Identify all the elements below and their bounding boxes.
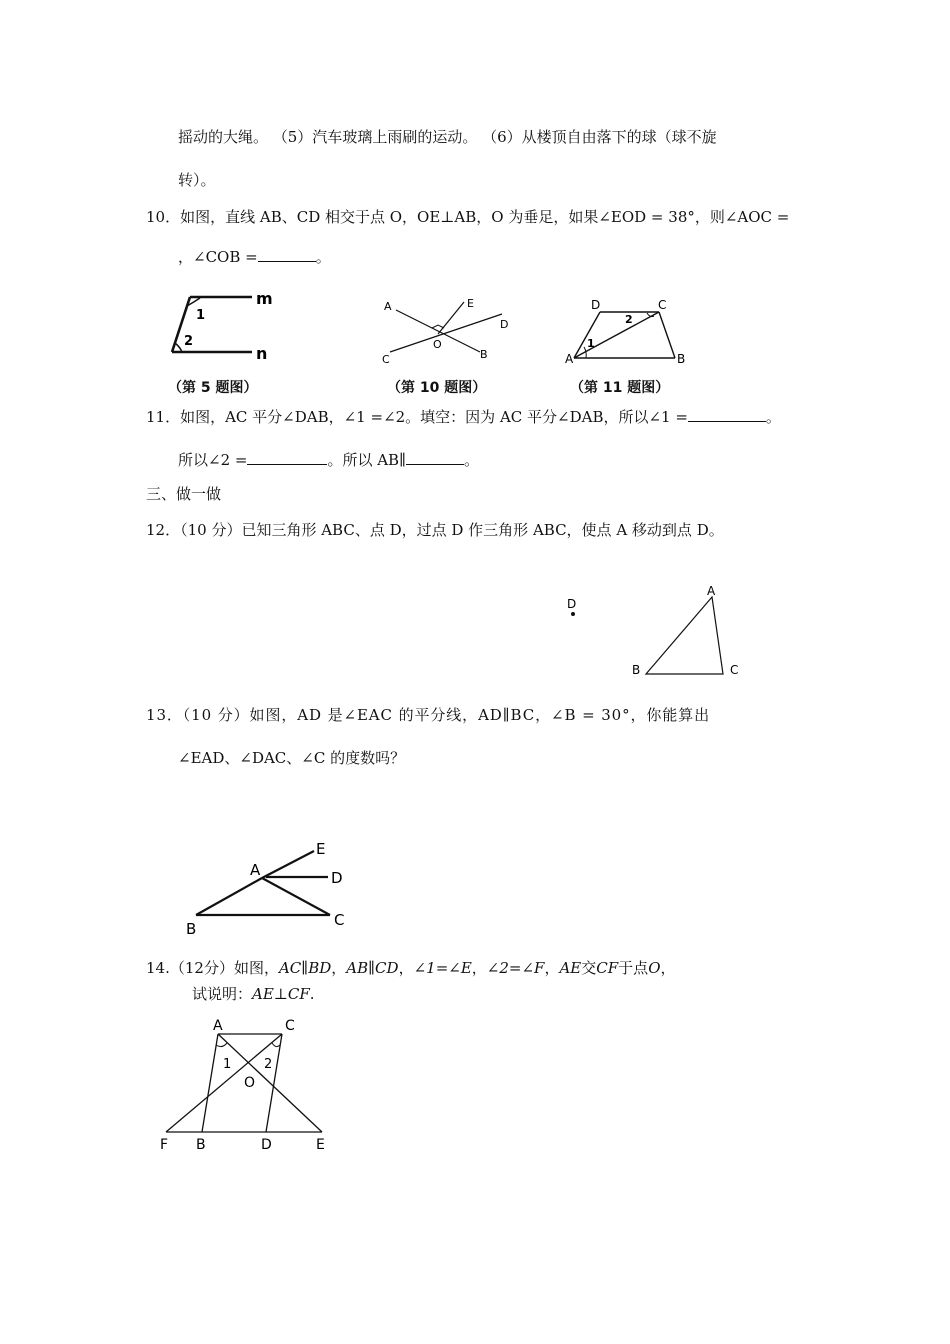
q11-line1-suffix: 。	[765, 408, 781, 426]
q14-line2-a: 试说明：	[192, 985, 253, 1003]
fig10-ray-OE	[438, 302, 464, 334]
fig11-label-D: D	[591, 298, 601, 312]
fig11-caption: （第 11 题图）	[570, 380, 670, 396]
fig10-line-CD	[390, 314, 502, 352]
q14-figure	[150, 1012, 350, 1157]
fig11-label-2: 2	[625, 313, 633, 326]
q14-line1-m: 于点	[618, 959, 649, 977]
q14-segment-AE	[218, 1034, 322, 1132]
q14-label-D: D	[261, 1137, 272, 1153]
q12-label-A: A	[707, 584, 716, 598]
figure-10	[378, 292, 518, 367]
fig10-label-A: A	[384, 300, 392, 313]
q14-segment-CD	[266, 1034, 282, 1132]
q12-label-B: B	[632, 663, 641, 677]
q11-line2-mid: 。所以 AB∥	[327, 451, 407, 469]
q14-angle1-arc	[216, 1043, 227, 1047]
q14-label-A: A	[213, 1018, 223, 1034]
figure-11	[562, 295, 692, 370]
fig5-label-1: 1	[196, 308, 206, 323]
fig11-label-C: C	[658, 298, 667, 312]
q14-line1-c: ，	[331, 959, 347, 977]
q14-line1-g: ，	[471, 959, 487, 977]
q13-label-B: B	[186, 920, 197, 938]
q12-triangle-ABC	[646, 597, 723, 674]
q14-line2-c: .	[309, 985, 315, 1003]
q13-label-D: D	[331, 869, 343, 887]
q12-point-D	[571, 612, 575, 616]
q12-text: 12．（10 分）已知三角形 ABC、点 D，过点 D 作三角形 ABC，使点 A 移动到点 D。	[146, 521, 724, 539]
q9-tail-line1: 摇动的大绳。 （5）汽车玻璃上雨刷的运动。 （6）从楼顶自由落下的球（球不旋	[178, 128, 717, 146]
q13-line2: ∠EAD、∠DAC、∠C 的度数吗？	[178, 749, 406, 767]
q14-line1-o: ，	[660, 959, 676, 977]
fig11-side-CB	[659, 312, 675, 358]
q14-line1-k: 交	[581, 959, 597, 977]
q11-blank-angle1[interactable]	[688, 407, 766, 422]
q9-tail-line2: 转）。	[178, 171, 216, 189]
fig5-label-2: 2	[184, 334, 194, 349]
fig11-label-A: A	[565, 352, 574, 366]
q13-side-BA	[196, 878, 262, 915]
fig10-caption: （第 10 题图）	[387, 380, 487, 396]
q14-line1	[146, 958, 676, 978]
q14-line2-b: AE⊥CF	[252, 985, 310, 1003]
q10-text: 10．如图，直线 AB、CD 相交于点 O，OE⊥AB，O 为垂足，如果∠EOD = 38°，则∠AOC =	[146, 208, 790, 226]
q14-line1-l: CF	[596, 959, 619, 977]
figure-5	[160, 285, 280, 370]
fig5-angle2-arc	[175, 343, 182, 352]
q14-line1-b: AC∥BD	[278, 959, 332, 977]
fig10-label-D: D	[500, 318, 509, 331]
q12-figure	[560, 582, 750, 682]
q14-line2	[192, 984, 315, 1004]
q14-label-F: F	[160, 1137, 169, 1153]
q11-line2	[178, 450, 479, 470]
q14-line1-a: 14.（12分）如图，	[146, 959, 279, 977]
q14-label-O: O	[244, 1075, 256, 1091]
q10-answer-blank[interactable]	[258, 247, 316, 262]
fig5-label-m: m	[256, 289, 273, 308]
q13-label-E: E	[316, 840, 326, 858]
q13-line1: 13．（10 分）如图，AD 是∠EAC 的平分线，AD∥BC，∠B = 30°，你能算出	[146, 706, 711, 724]
q14-line1-f: ∠1=∠E	[413, 959, 472, 977]
q14-line1-d: AB∥CD	[346, 959, 399, 977]
q14-line1-h: ∠2=∠F	[486, 959, 545, 977]
q13-figure	[180, 835, 360, 940]
q14-angle2-arc	[272, 1043, 280, 1047]
fig10-label-O: O	[433, 338, 442, 351]
q14-line1-j: AE	[559, 959, 582, 977]
q10-line2-suffix: 。	[315, 248, 331, 266]
q10-line2	[178, 247, 331, 267]
fig10-label-E: E	[467, 297, 474, 310]
q13-label-C: C	[334, 911, 345, 929]
q13-label-A: A	[250, 861, 261, 879]
fig11-label-B: B	[677, 352, 686, 366]
q14-segment-CF	[166, 1034, 282, 1132]
q11-blank-angle2[interactable]	[247, 450, 327, 465]
fig5-caption: （第 5 题图）	[168, 380, 258, 396]
section-title: 三、做一做	[146, 485, 222, 503]
q14-label-1: 1	[223, 1057, 232, 1072]
q11-blank-parallel[interactable]	[406, 450, 464, 465]
q14-label-2: 2	[264, 1057, 273, 1072]
q12-label-D: D	[567, 597, 577, 611]
q12-label-C: C	[730, 663, 739, 677]
fig11-label-1: 1	[587, 337, 595, 350]
fig5-label-n: n	[256, 344, 268, 363]
q14-label-B: B	[196, 1137, 206, 1153]
q11-line1	[146, 407, 781, 427]
q14-line1-n: O	[648, 959, 661, 977]
q11-line2-prefix: 所以∠2 =	[178, 451, 248, 469]
fig10-label-B: B	[480, 348, 488, 361]
q11-line2-suffix: 。	[464, 451, 480, 469]
fig10-label-C: C	[382, 353, 390, 366]
q11-line1-prefix: 11．如图，AC 平分∠DAB，∠1 =∠2。填空：因为 AC 平分∠DAB，所以∠1 =	[146, 408, 688, 426]
q10-line2-prefix: ，∠COB =	[178, 248, 258, 266]
q14-label-E: E	[316, 1137, 325, 1153]
q14-segment-AB	[202, 1034, 218, 1132]
q14-line1-e: ，	[398, 959, 414, 977]
q13-side-AC	[262, 878, 330, 915]
q14-label-C: C	[285, 1018, 295, 1034]
q14-line1-i: ，	[544, 959, 560, 977]
fig10-right-angle-mark	[432, 325, 444, 328]
q13-ray-AE	[262, 851, 314, 878]
